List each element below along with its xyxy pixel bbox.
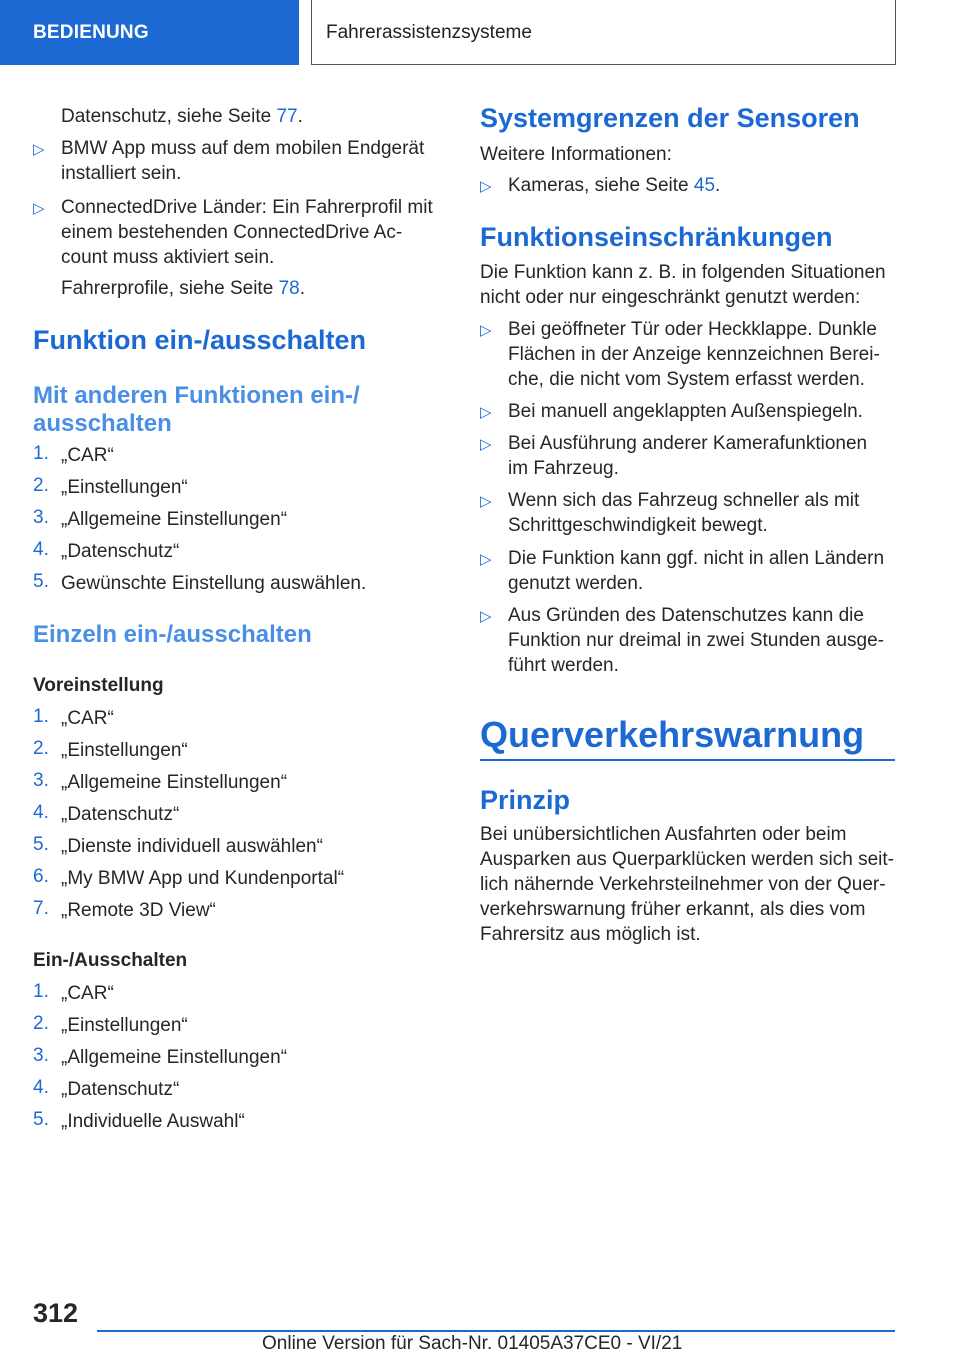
kameras-reference: Kameras, siehe Seite 45.: [508, 175, 721, 196]
heading-einzeln-ein-ausschalten: Einzeln ein-/ausschalten: [33, 621, 312, 648]
heading-funktion-ein-ausschalten: Funktion ein-/ausschalten: [33, 325, 367, 355]
page-link-45[interactable]: 45: [693, 175, 716, 196]
bullet-text: Aus Gründen des Datenschutzes kann die Funktion nur dreimal in zwei Stunden ausge- führt werden.: [508, 605, 884, 676]
list-number: 3.: [33, 1045, 49, 1066]
list-number: 1.: [33, 981, 49, 1002]
list-item: „CAR“: [61, 708, 114, 729]
bullet-icon: ▷: [480, 178, 492, 195]
bullet-icon: ▷: [480, 404, 492, 421]
list-item: „CAR“: [61, 983, 114, 1004]
list-number: 5.: [33, 834, 49, 855]
section-tab: BEDIENUNG: [0, 0, 299, 65]
bullet-text: Bei manuell angeklappten Außenspiegeln.: [508, 401, 863, 422]
heading-rule: [480, 759, 895, 761]
list-item: „Allgemeine Einstellungen“: [61, 772, 288, 793]
heading-querverkehrswarnung: Querverkehrswarnung: [480, 714, 865, 755]
info-text: Weitere Informationen:: [480, 144, 672, 165]
list-item: „Allgemeine Einstellungen“: [61, 509, 288, 530]
list-number: 5.: [33, 1109, 49, 1130]
bullet-icon: ▷: [480, 551, 492, 568]
datenschutz-reference: Datenschutz, siehe Seite 77.: [61, 106, 303, 127]
bullet-text: Bei Ausführung anderer Kamerafunktionen im Fahrzeug.: [508, 433, 868, 479]
list-item: „Allgemeine Einstellungen“: [61, 1047, 288, 1068]
list-item: „Datenschutz“: [61, 1079, 180, 1100]
bullet-text: Wenn sich das Fahrzeug schneller als mit Schrittgeschwindigkeit bewegt.: [508, 490, 860, 536]
list-number: 1.: [33, 706, 49, 727]
bullet-text: Die Funktion kann ggf. nicht in allen Ländern genutzt werden.: [508, 548, 885, 594]
list-number: 3.: [33, 507, 49, 528]
subheading-ein-ausschalten: Ein-/Ausschalten: [33, 950, 188, 971]
bullet-icon: ▷: [480, 322, 492, 339]
bullet-icon: ▷: [480, 493, 492, 510]
heading-systemgrenzen: Systemgrenzen der Sensoren: [480, 103, 860, 133]
page-number: 312: [33, 1298, 79, 1328]
footer-text: Online Version für Sach-Nr. 01405A37CE0 - VI/21: [262, 1333, 683, 1354]
bullet-text: Bei geöffneter Tür oder Heckklappe. Dunkle Flächen in der Anzeige kennzeichnen Berei- che, die nicht vom System erfasst werden.: [508, 319, 880, 390]
list-item: „Einstellungen“: [61, 1015, 188, 1036]
heading-funktionseinschraenkungen: Funktionseinschränkungen: [480, 222, 833, 252]
list-number: 5.: [33, 571, 49, 592]
list-number: 2.: [33, 1013, 49, 1034]
subheading-voreinstellung: Voreinstellung: [33, 675, 164, 696]
list-item: „Remote 3D View“: [61, 900, 216, 921]
footer-rule: [97, 1330, 895, 1332]
list-number: 2.: [33, 475, 49, 496]
bullet-icon: ▷: [33, 141, 45, 158]
bullet-icon: ▷: [33, 200, 45, 217]
page-link-78[interactable]: 78: [278, 278, 300, 299]
bullet-text: ConnectedDrive Länder: Ein Fahrerprofil mit einem bestehenden ConnectedDrive Ac- count muss aktiviert sein.: [61, 197, 433, 268]
list-item: „Datenschutz“: [61, 804, 180, 825]
list-number: 4.: [33, 1077, 49, 1098]
bullet-icon: ▷: [480, 608, 492, 625]
list-item: „Individuelle Auswahl“: [61, 1111, 245, 1132]
list-number: 7.: [33, 898, 49, 919]
fahrerprofile-reference: Fahrerprofile, siehe Seite 78.: [61, 278, 305, 299]
list-item: Gewünschte Einstellung auswählen.: [61, 573, 367, 594]
prinzip-text: Bei unübersichtlichen Ausfahrten oder beim Ausparken aus Querparklücken werden sich seit- lich nähernde Verkehrsteilnehmer von der Quer- verkehrswarnung früher erkannt, als dies vom Fahrersitz aus möglich ist.: [480, 824, 894, 945]
list-number: 6.: [33, 866, 49, 887]
list-item: „My BMW App und Kundenportal“: [61, 868, 345, 889]
list-item: „Einstellungen“: [61, 477, 188, 498]
list-number: 4.: [33, 802, 49, 823]
page-link-77[interactable]: 77: [276, 106, 298, 127]
funktion-intro: Die Funktion kann z. B. in folgenden Situationen nicht oder nur eingeschränkt genutzt werden:: [480, 262, 886, 308]
bullet-icon: ▷: [480, 436, 492, 453]
list-item: „Datenschutz“: [61, 541, 180, 562]
chapter-title: Fahrerassistenzsysteme: [311, 0, 896, 65]
list-item: „CAR“: [61, 445, 114, 466]
list-number: 1.: [33, 443, 49, 464]
list-number: 4.: [33, 539, 49, 560]
list-number: 2.: [33, 738, 49, 759]
list-item: „Einstellungen“: [61, 740, 188, 761]
list-number: 3.: [33, 770, 49, 791]
bullet-text: BMW App muss auf dem mobilen Endgerät installiert sein.: [61, 138, 425, 184]
list-item: „Dienste individuell auswählen“: [61, 836, 323, 857]
heading-mit-anderen-funktionen: Mit anderen Funktionen ein-/ ausschalten: [33, 382, 360, 437]
heading-prinzip: Prinzip: [480, 785, 571, 815]
